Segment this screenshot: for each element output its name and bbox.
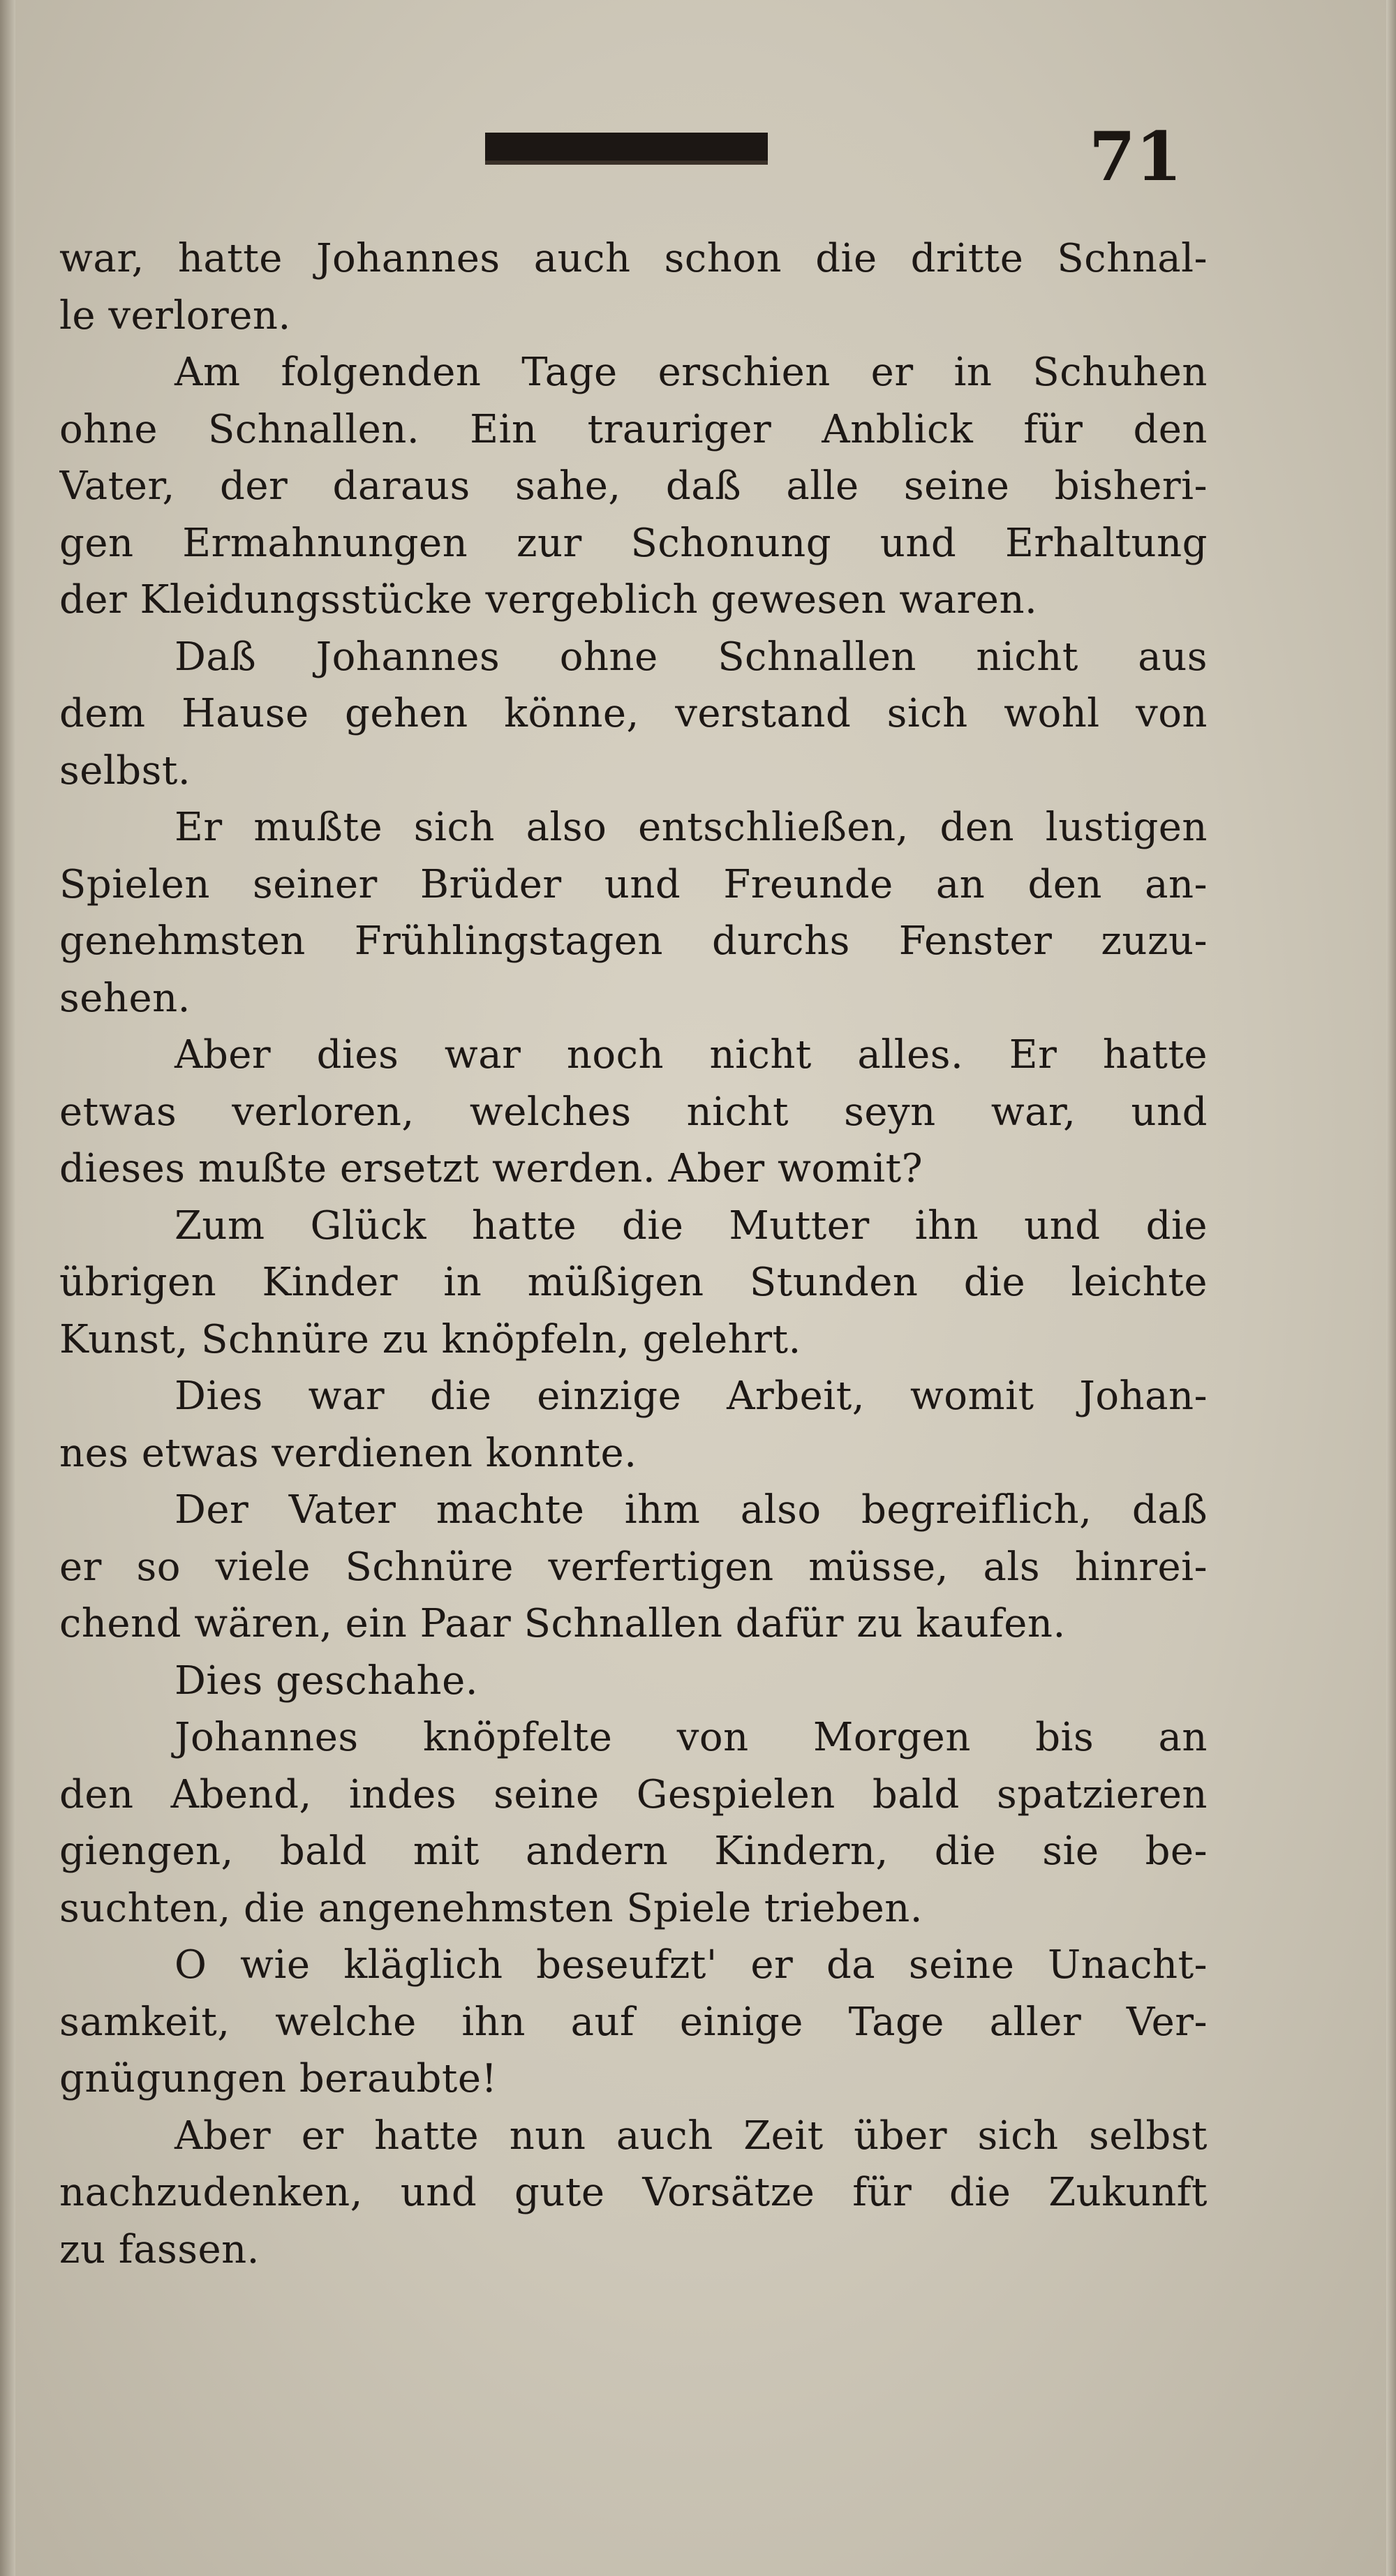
paragraph	[59, 629, 1208, 800]
text-line: Aber dies war noch nicht alles. Er hatte	[174, 1032, 1208, 1078]
text-line: ohne Schnallen. Ein trauriger Anblick für den	[59, 406, 1208, 452]
text-line: Daß Johannes ohne Schnallen nicht aus	[174, 634, 1208, 680]
text-line: Zum Glück hatte die Mutter ihn und die	[174, 1203, 1208, 1249]
text-line: dieses mußte ersetzt werden. Aber womit?	[59, 1146, 923, 1191]
text-line: übrigen Kinder in müßigen Stunden die leichte	[59, 1260, 1208, 1305]
text-line: Spielen seiner Brüder und Freunde an den an-	[59, 861, 1208, 907]
text-line: le verloren.	[59, 292, 291, 338]
text-line: Dies war die einzige Arbeit, womit Johan-	[174, 1373, 1208, 1419]
text-line: suchten, die angenehmsten Spiele trieben.	[59, 1885, 923, 1931]
text-line: zu fassen.	[59, 2226, 260, 2272]
text-line: sehen.	[59, 975, 191, 1021]
text-line: Johannes knöpfelte von Morgen bis an	[174, 1715, 1208, 1760]
paragraph	[59, 1709, 1208, 1937]
paragraph	[59, 1937, 1208, 2108]
text-line: selbst.	[59, 747, 191, 794]
paragraph	[59, 799, 1208, 1027]
text-line: Vater, der daraus sahe, daß alle seine bisheri-	[59, 463, 1208, 509]
text-line: Dies geschahe.	[174, 1658, 479, 1704]
text-line: Am folgenden Tage erschien er in Schuhen	[174, 350, 1208, 395]
text-line: gnügungen beraubte!	[59, 2056, 498, 2101]
text-line: nes etwas verdienen konnte.	[59, 1430, 637, 1476]
paragraph	[59, 1027, 1208, 1198]
text-line: er so viele Schnüre verfertigen müsse, als hinrei-	[59, 1544, 1208, 1590]
text-line: giengen, bald mit andern Kindern, die sie be-	[59, 1829, 1208, 1874]
text-line: chend wären, ein Paar Schnallen dafür zu kaufen.	[59, 1601, 1066, 1646]
page-right-edge	[1386, 0, 1396, 2576]
text-line: den Abend, indes seine Gespielen bald spatzieren	[59, 1771, 1208, 1817]
text-line: Aber er hatte nun auch Zeit über sich selbst	[174, 2113, 1208, 2159]
text-line: Kunst, Schnüre zu knöpfeln, gelehrt.	[59, 1316, 801, 1362]
header-rule	[485, 133, 768, 165]
paragraph	[59, 1482, 1208, 1653]
paragraph	[59, 1368, 1208, 1482]
page-number: 71	[1089, 117, 1182, 196]
text-line: samkeit, welche ihn auf einige Tage aller Ver-	[59, 1999, 1208, 2045]
text-line: O wie kläglich beseufzt' er da seine Unacht-	[174, 1942, 1208, 1988]
paragraph	[59, 1198, 1208, 1369]
paragraph	[59, 230, 1208, 344]
text-line: nachzudenken, und gute Vorsätze für die Zukunft	[59, 2170, 1208, 2215]
text-line: genehmsten Frühlingstagen durchs Fenster zuzu-	[59, 918, 1208, 964]
paragraph	[59, 1653, 1208, 1710]
paragraph	[59, 2108, 1208, 2279]
text-line: Er mußte sich also entschließen, den lustigen	[174, 805, 1208, 850]
text-line: etwas verloren, welches nicht seyn war, und	[59, 1089, 1208, 1135]
page-left-edge	[0, 0, 15, 2576]
text-line: der Kleidungsstücke vergeblich gewesen waren.	[59, 577, 1038, 623]
body-text	[59, 230, 1208, 2278]
paragraph	[59, 344, 1208, 629]
text-line: Der Vater machte ihm also begreiflich, daß	[174, 1487, 1208, 1533]
text-line: dem Hause gehen könne, verstand sich wohl von	[59, 691, 1208, 736]
text-line: war, hatte Johannes auch schon die dritte Schnal-	[59, 236, 1208, 281]
text-line: gen Ermahnungen zur Schonung und Erhaltung	[59, 520, 1208, 566]
